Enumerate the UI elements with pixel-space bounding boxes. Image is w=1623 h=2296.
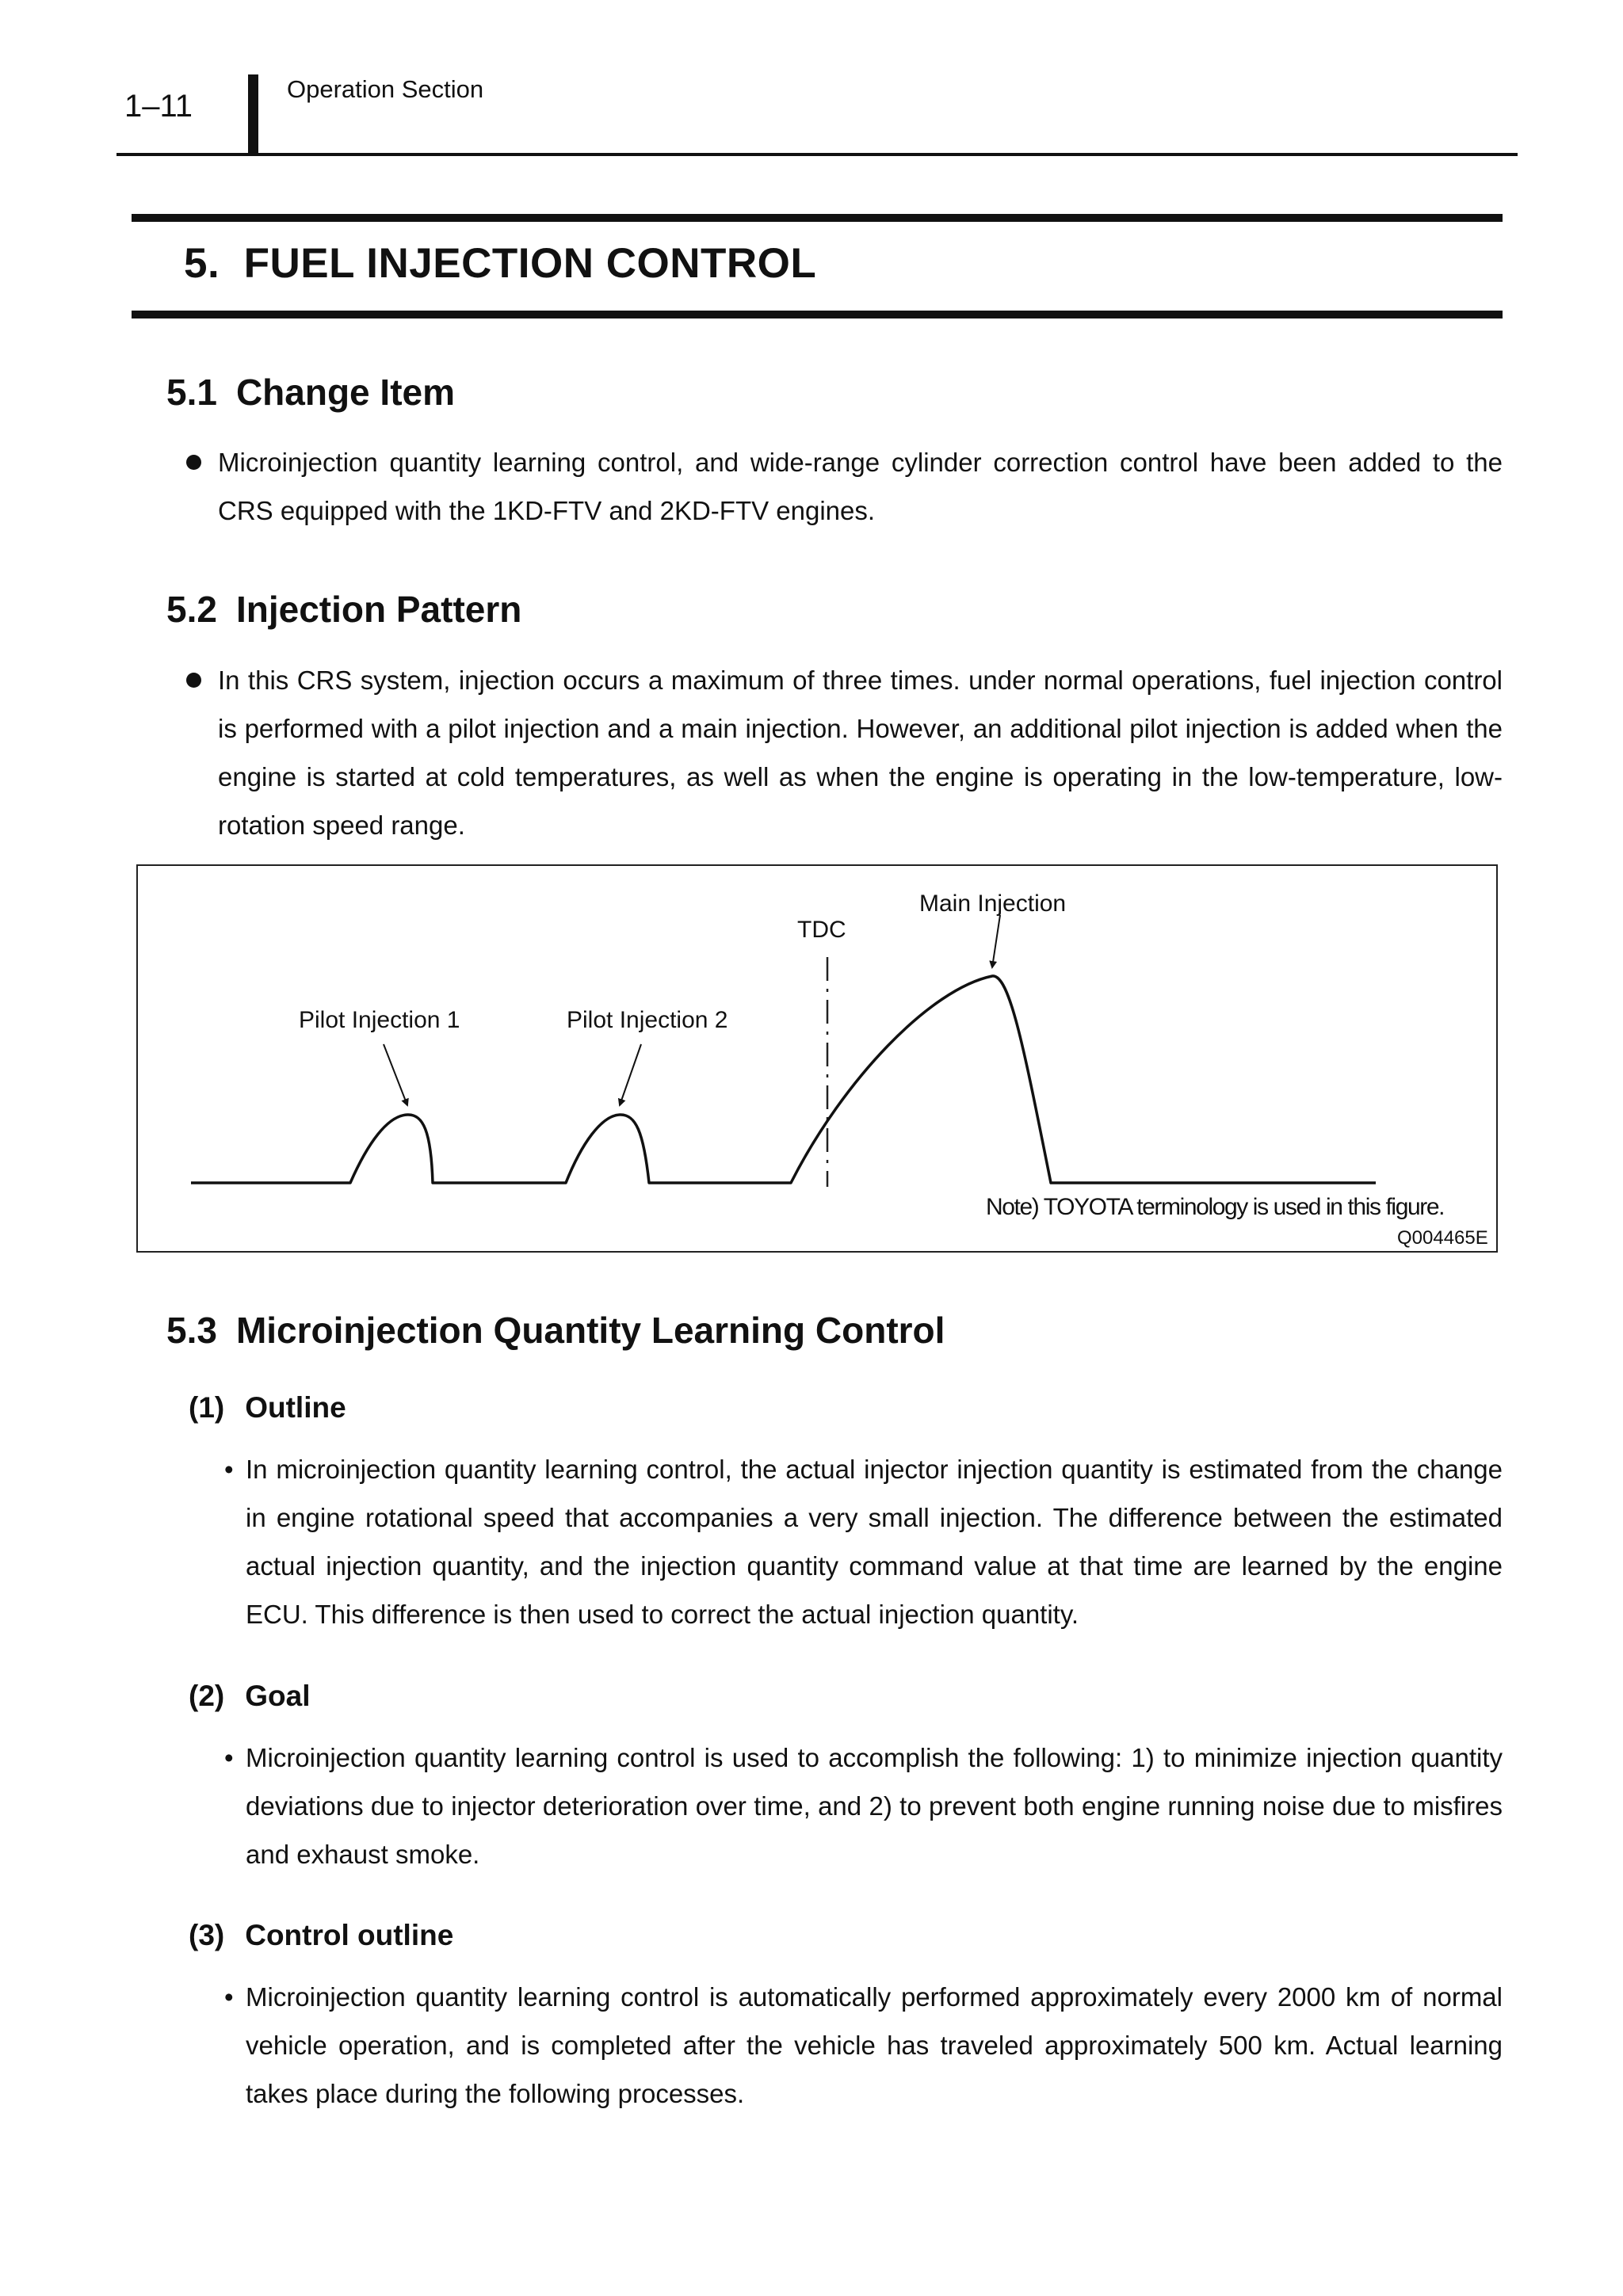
control-outline-text: Microinjection quantity learning control is automatically performed approximately every 2000 km of normal vehicle operation, and is completed after the vehicle has traveled approximately 500 km. Actual learning takes place during the following processes. [246, 1982, 1503, 2108]
bullet-dot [186, 673, 201, 688]
chapter-title-text: FUEL INJECTION CONTROL [243, 240, 817, 287]
chapter-title [184, 239, 816, 288]
chapter-number: 5. [184, 240, 220, 287]
subsection-heading-goal [189, 1680, 310, 1713]
figure-note: Note) TOYOTA terminology is used in this figure. [986, 1194, 1445, 1220]
subsection-title: Goal [245, 1680, 311, 1712]
label-tdc: TDC [797, 917, 846, 943]
section-title: Microinjection Quantity Learning Control [235, 1310, 945, 1351]
goal-text: Microinjection quantity learning control is used to accomplish the following: 1) to minimize injection quantity deviations due to injector deterioration over time, and 2) to prevent both engine running noise due to misfires and exhaust smoke. [246, 1743, 1503, 1869]
subsection-number: (1) [189, 1391, 225, 1424]
injection-pattern-figure [136, 864, 1498, 1253]
section-number: 5.1 [166, 372, 217, 413]
section-heading-change-item [166, 371, 455, 414]
section-title: Injection Pattern [235, 589, 522, 630]
section-heading-injection-pattern [166, 588, 521, 631]
outline-text: In microinjection quantity learning control, the actual injector injection quantity is estimated from the change in engine rotational speed that accompanies a very small injection. The difference between the estimated actual injection quantity, and the injection quantity command value at that time are learned by the engine ECU. This difference is then used to correct the actual injection quantity. [246, 1455, 1503, 1629]
subsection-title: Control outline [245, 1919, 454, 1951]
arrow-pilot1 [384, 1044, 407, 1105]
subsection-heading-outline [189, 1391, 346, 1425]
bullet-text: Microinjection quantity learning control, and wide-range cylinder correction control have been added to the CRS equipped with the 1KD-FTV and 2KD-FTV engines. [218, 448, 1503, 525]
label-pilot-injection-2: Pilot Injection 2 [567, 1007, 728, 1033]
header-section-title: Operation Section [287, 75, 484, 103]
bullet-dot: • [224, 1743, 234, 1772]
bullet-text: In this CRS system, injection occurs a maximum of three times. under normal operations, fuel injection control is performed with a pilot injection and a main injection. However, an additional pilot injection is added when the engine is started at cold temperatures, as well as when the engine is operating in the low-temperature, low-rotation speed range. [218, 666, 1503, 840]
subsection-number: (2) [189, 1680, 225, 1712]
arrow-main [992, 915, 1000, 967]
section-title: Change Item [235, 372, 455, 413]
figure-code: Q004465E [1397, 1227, 1488, 1249]
subsection-title: Outline [245, 1391, 346, 1424]
bullet-dot: • [224, 1455, 234, 1484]
header-rule [116, 153, 1518, 156]
section-heading-microinjection [166, 1309, 945, 1352]
subsection-heading-control-outline [189, 1919, 453, 1952]
bullet-dot [186, 455, 201, 470]
section-number: 5.2 [166, 589, 217, 630]
section-number: 5.3 [166, 1310, 217, 1351]
label-pilot-injection-1: Pilot Injection 1 [299, 1007, 460, 1033]
chapter-rule-bottom [132, 311, 1503, 318]
page-number: 1–11 [124, 89, 193, 124]
arrow-pilot2 [620, 1044, 641, 1105]
header-divider-bar [248, 74, 258, 154]
bullet-dot: • [224, 1982, 234, 2012]
subsection-number: (3) [189, 1919, 225, 1951]
label-main-injection: Main Injection [919, 891, 1067, 917]
chapter-rule-top [132, 214, 1503, 222]
